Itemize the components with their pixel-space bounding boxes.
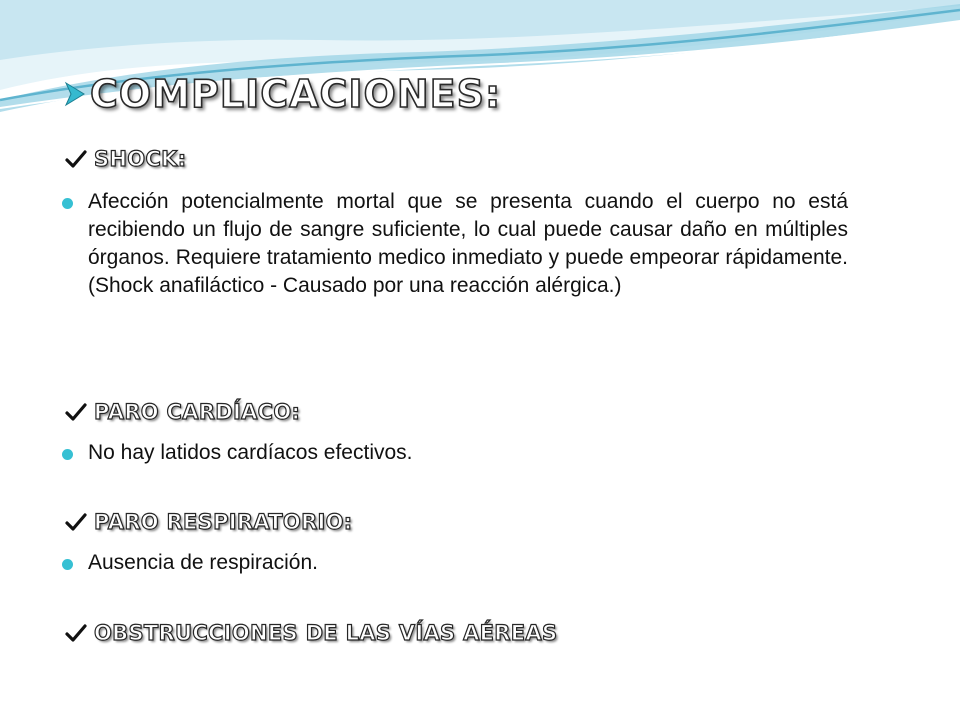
bullet-paro-respiratorio (62, 549, 318, 577)
slide-title (62, 72, 501, 116)
heading-paro-respiratorio (64, 510, 353, 534)
heading-text: PARO CARDÍACO: (94, 400, 301, 424)
heading-paro-cardiaco (64, 400, 300, 424)
heading-shock (64, 147, 186, 171)
check-icon (64, 400, 88, 424)
bullet-text: Ausencia de respiración. (88, 551, 318, 574)
bullet-dot (62, 559, 73, 570)
bullet-shock-description (62, 188, 848, 300)
bullet-text: No hay latidos cardíacos efectivos. (88, 441, 413, 464)
heading-text: OBSTRUCCIONES DE LAS VÍAS AÉREAS (94, 621, 558, 645)
bullet-text: Afección potencialmente mortal que se presenta cuando el cuerpo no está recibiendo un flujo de sangre suficiente, lo cual puede causar daño en múltiples órganos. Requiere tratamiento medico inmediato y puede empeorar rápidamente. (Shock anafiláctico - Causado por una reacción alérgica.) (88, 190, 848, 297)
heading-obstrucciones (64, 621, 557, 645)
heading-text: PARO RESPIRATORIO: (94, 510, 353, 534)
bullet-dot (62, 198, 73, 209)
heading-text: SHOCK: (94, 147, 187, 171)
check-icon (64, 621, 88, 645)
title-text: COMPLICACIONES: (90, 72, 502, 116)
bullet-paro-cardiaco (62, 439, 413, 467)
bullet-dot (62, 449, 73, 460)
arrow-bullet-icon (62, 79, 88, 109)
check-icon (64, 147, 88, 171)
check-icon (64, 510, 88, 534)
